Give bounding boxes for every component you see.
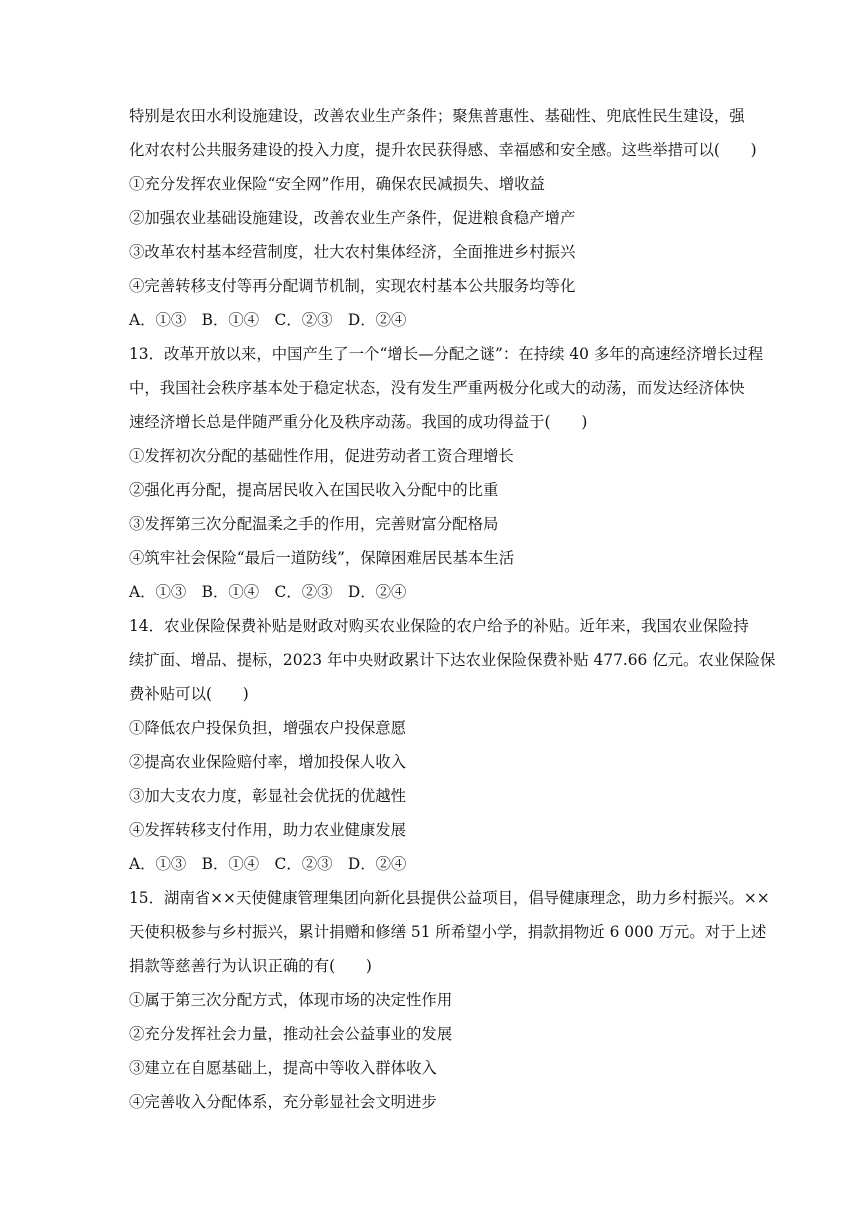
q13-stem-line-3: 速经济增长总是伴随严重分化及秩序动荡。我国的成功得益于( ) <box>129 413 588 431</box>
q13-stem-line-2: 中，我国社会秩序基本处于稳定状态，没有发生严重两极分化或大的动荡，而发达经济体快 <box>129 379 745 397</box>
q13-stem-line-1: 13．改革开放以来，中国产生了一个“增长—分配之谜”：在持续 40 多年的高速经济增长过程 <box>129 345 764 363</box>
q13-answer-choices: A．①③ B．①④ C．②③ D．②④ <box>129 583 407 601</box>
q13-option-2: ②强化再分配，提高居民收入在国民收入分配中的比重 <box>129 481 499 499</box>
q14-answer-choices: A．①③ B．①④ C．②③ D．②④ <box>129 855 407 873</box>
q14-stem-line-1: 14．农业保险保费补贴是财政对购买农业保险的农户给予的补贴。近年来，我国农业保险持 <box>129 617 749 635</box>
q12-option-3: ③改革农村基本经营制度，壮大农村集体经济，全面推进乡村振兴 <box>129 243 576 261</box>
q12-option-2: ②加强农业基础设施建设，改善农业生产条件，促进粮食稳产增产 <box>129 209 576 227</box>
q15-option-4: ④完善收入分配体系，充分彰显社会文明进步 <box>129 1093 437 1111</box>
q14-stem-line-3: 费补贴可以( ) <box>129 685 249 703</box>
q15-stem-line-2: 天使积极参与乡村振兴，累计捐赠和修缮 51 所希望小学，捐款捐物近 6 000 万元。对于上述 <box>129 923 767 941</box>
q15-option-1: ①属于第三次分配方式，体现市场的决定性作用 <box>129 991 453 1009</box>
q14-option-3: ③加大支农力度，彰显社会优抚的优越性 <box>129 787 407 805</box>
q12-stem-line-1: 特别是农田水利设施建设，改善农业生产条件；聚焦普惠性、基础性、兜底性民生建设，强 <box>129 107 745 125</box>
q15-option-3: ③建立在自愿基础上，提高中等收入群体收入 <box>129 1059 437 1077</box>
q13-option-1: ①发挥初次分配的基础性作用，促进劳动者工资合理增长 <box>129 447 514 465</box>
q14-option-2: ②提高农业保险赔付率，增加投保人收入 <box>129 753 407 771</box>
q12-option-4: ④完善转移支付等再分配调节机制，实现农村基本公共服务均等化 <box>129 277 576 295</box>
q14-option-1: ①降低农户投保负担，增强农户投保意愿 <box>129 719 407 737</box>
q12-stem-line-2: 化对农村公共服务建设的投入力度，提升农民获得感、幸福感和安全感。这些举措可以( ) <box>129 141 757 159</box>
q13-option-4: ④筑牢社会保险“最后一道防线”，保障困难居民基本生活 <box>129 549 515 567</box>
q13-option-3: ③发挥第三次分配温柔之手的作用，完善财富分配格局 <box>129 515 499 533</box>
q12-option-1: ①充分发挥农业保险“安全网”作用，确保农民减损失、增收益 <box>129 175 545 193</box>
q15-stem-line-1: 15．湖南省××天使健康管理集团向新化县提供公益项目，倡导健康理念，助力乡村振兴。×× <box>129 889 770 907</box>
q15-option-2: ②充分发挥社会力量，推动社会公益事业的发展 <box>129 1025 453 1043</box>
q15-stem-line-3: 捐款等慈善行为认识正确的有( ) <box>129 957 372 975</box>
q14-option-4: ④发挥转移支付作用，助力农业健康发展 <box>129 821 407 839</box>
q14-stem-line-2: 续扩面、增品、提标，2023 年中央财政累计下达农业保险保费补贴 477.66 亿元。农业保险保 <box>129 651 776 669</box>
q12-answer-choices: A．①③ B．①④ C．②③ D．②④ <box>129 311 407 329</box>
